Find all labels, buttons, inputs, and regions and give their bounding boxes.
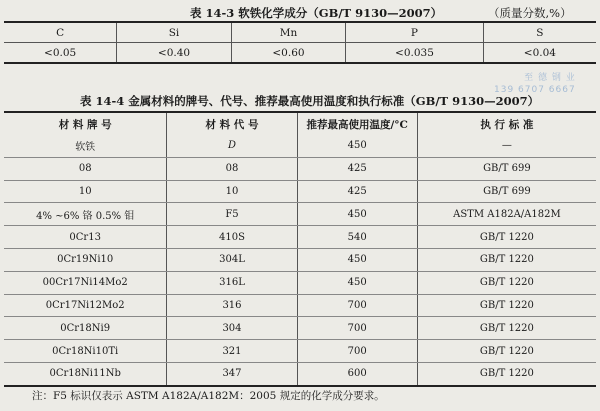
- table-cell: 10: [4, 180, 167, 203]
- table-row: [4, 271, 596, 294]
- table2-header-cell: 材 料 代 号: [167, 112, 297, 135]
- table-cell: D: [167, 135, 297, 157]
- table-cell: 540: [297, 226, 417, 249]
- table1-chemical-composition: [4, 21, 596, 64]
- table-cell: 304: [167, 317, 297, 340]
- table-cell: 0Cr17Ni12Mo2: [4, 294, 167, 317]
- table-cell: 450: [297, 203, 417, 226]
- table-row: [4, 248, 596, 271]
- table-row: [4, 226, 596, 249]
- table-cell: 08: [167, 157, 297, 180]
- table1-value-cell: <0.04: [483, 43, 596, 64]
- table-cell: GB/T 1220: [417, 340, 596, 363]
- table2-header-row: [4, 112, 596, 135]
- table-cell: GB/T 1220: [417, 271, 596, 294]
- table-cell: F5: [167, 203, 297, 226]
- table-cell: 304L: [167, 248, 297, 271]
- table-cell: 450: [297, 271, 417, 294]
- table-row: [4, 294, 596, 317]
- table-cell: 4% ~6% 铬 0.5% 钼: [4, 203, 167, 226]
- table-cell: 00Cr17Ni14Mo2: [4, 271, 167, 294]
- table-cell: 321: [167, 340, 297, 363]
- table-cell: 600: [297, 362, 417, 385]
- table2-header-cell: 执 行 标 准: [417, 112, 596, 135]
- table1-value-cell: <0.60: [231, 43, 345, 64]
- table-cell: GB/T 1220: [417, 226, 596, 249]
- table-cell: 450: [297, 248, 417, 271]
- table-row: [4, 317, 596, 340]
- table-row: [4, 362, 596, 385]
- table-cell: GB/T 1220: [417, 248, 596, 271]
- table2-title: 表 14-4 金属材料的牌号、代号、推荐最高使用温度和执行标准（GB/T 9130—2007）: [80, 94, 540, 108]
- table-cell: GB/T 1220: [417, 362, 596, 385]
- table-cell: ASTM A182A/A182M: [417, 203, 596, 226]
- table-footnote: 注：F5 标识仅表示 ASTM A182A/A182M：2005 规定的化学成分要求。: [32, 390, 385, 402]
- table1-header-cell: Mn: [231, 22, 345, 43]
- table-row: [4, 203, 596, 226]
- table-cell: 425: [297, 157, 417, 180]
- table-cell: GB/T 699: [417, 180, 596, 203]
- table-cell: 700: [297, 340, 417, 363]
- watermark-line: 至 德 钢 业: [524, 73, 576, 83]
- table-cell: 700: [297, 317, 417, 340]
- table2-header-cell: 推荐最高使用温度/°C: [297, 112, 417, 135]
- table-cell: 316L: [167, 271, 297, 294]
- table1-header-cell: S: [483, 22, 596, 43]
- table1-caption-bar: [0, 2, 600, 22]
- table-row: [4, 157, 596, 180]
- table-cell: 450: [297, 135, 417, 157]
- table-cell: 700: [297, 294, 417, 317]
- table-cell: 软铁: [4, 135, 167, 157]
- table-cell: 10: [167, 180, 297, 203]
- table-row: [4, 135, 596, 157]
- table1-value-cell: <0.40: [117, 43, 231, 64]
- table-row: [4, 180, 596, 203]
- table-cell: 316: [167, 294, 297, 317]
- table2-material-grades: [4, 111, 596, 387]
- table1-title: 表 14-3 软铁化学成分（GB/T 9130—2007）: [190, 6, 443, 20]
- table1-header-cell: P: [346, 22, 484, 43]
- table-row: [4, 340, 596, 363]
- table-cell: 0Cr18Ni10Ti: [4, 340, 167, 363]
- watermark-line: 139 6707 6667: [494, 85, 576, 95]
- table1-unit: （质量分数,%）: [488, 6, 572, 20]
- table-cell: 0Cr19Ni10: [4, 248, 167, 271]
- table-cell: 0Cr18Ni11Nb: [49, 368, 121, 380]
- table-cell: GB/T 1220: [417, 317, 596, 340]
- table-cell: 410S: [167, 226, 297, 249]
- table-cell: 08: [4, 157, 167, 180]
- table1-header-cell: Si: [117, 22, 231, 43]
- table1-value-row: [4, 43, 596, 64]
- table-cell: 0Cr18Ni9: [4, 317, 167, 340]
- table2-header-cell: 材 料 牌 号: [58, 118, 112, 131]
- table-cell: GB/T 699: [417, 157, 596, 180]
- table-cell: 0Cr13: [4, 226, 167, 249]
- table-cell: GB/T 1220: [417, 294, 596, 317]
- table1-header-row: [4, 22, 596, 43]
- table1-value-cell: <0.05: [44, 46, 77, 59]
- table1-header-cell: C: [4, 22, 117, 43]
- table-cell: 425: [297, 180, 417, 203]
- table1-value-cell: <0.035: [346, 43, 484, 64]
- table-cell: —: [417, 135, 596, 157]
- table-cell: 347: [167, 362, 297, 385]
